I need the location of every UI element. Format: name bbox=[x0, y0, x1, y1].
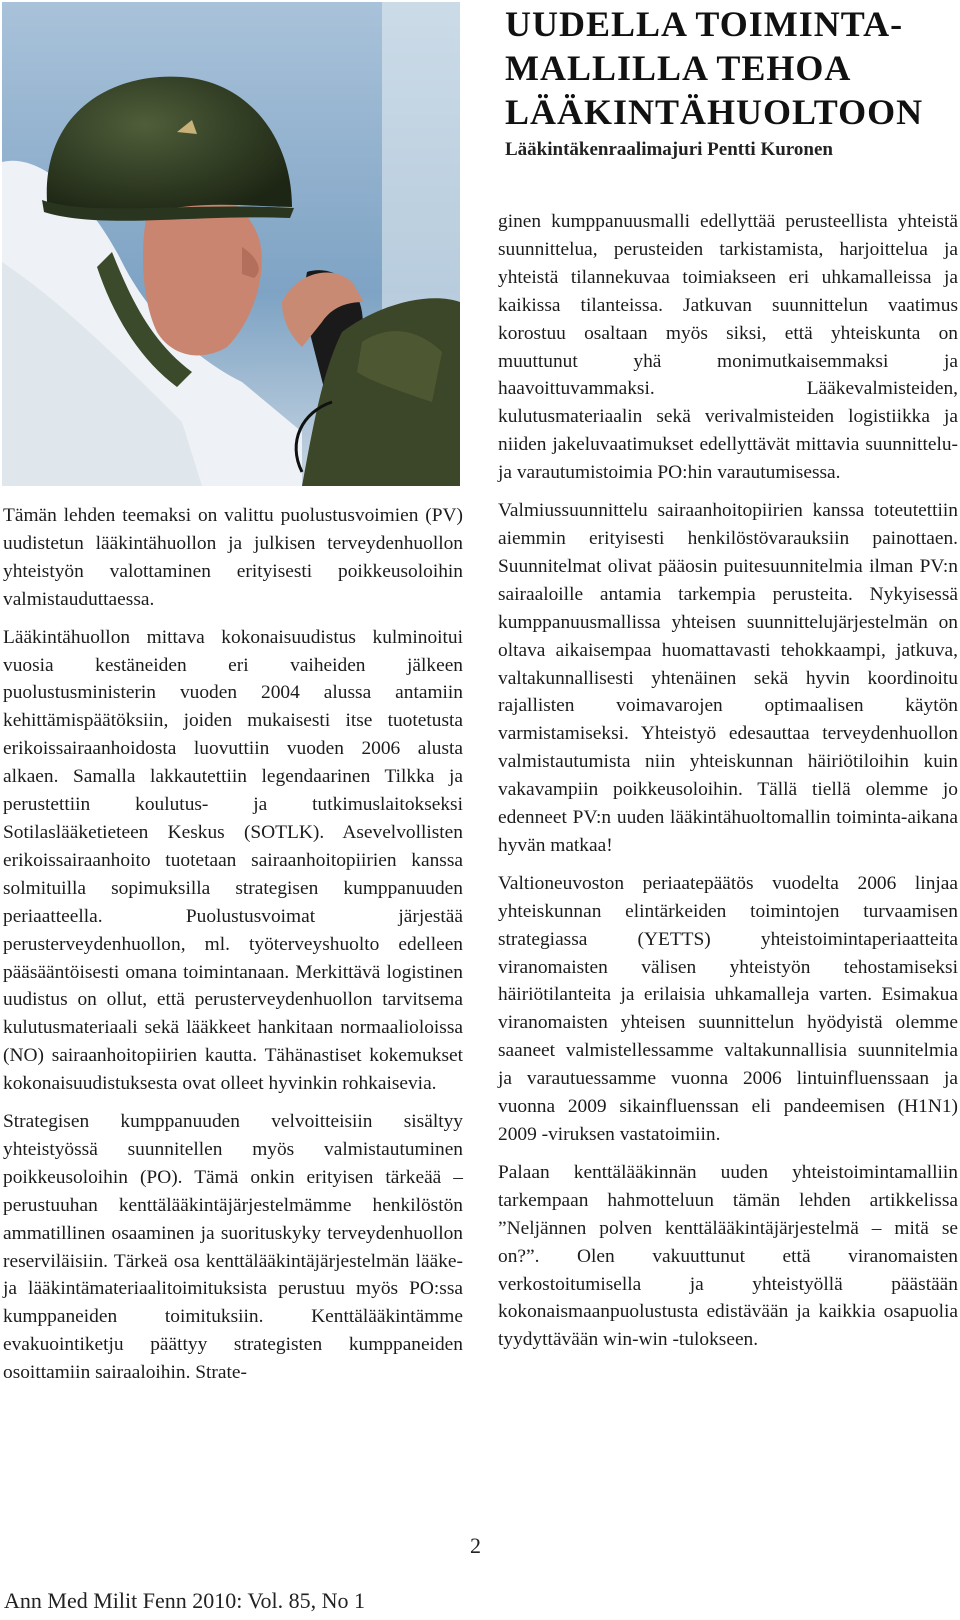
soldier-illustration bbox=[2, 2, 460, 486]
article-title-line: LÄÄKINTÄHUOLTOON bbox=[505, 92, 924, 132]
paragraph: Strategisen kumppanuuden velvoitteisiin sisältyy yhteistyössä suunnitellen myös valmistautuminen poikkeusoloihin (PO). Tämä onkin erityisen tärkeää – perustuuhan kenttälääkintäjärjestelmämme henkilöstön ammatillinen osaaminen ja suorituskyky terveydenhuollon reserviläisiin. Tärkeä osa kenttälääkintäjärjestelmän lääke- ja lääkintämateriaalitoimituksista perustuu myös PO:ssa kumppaneiden toimituksiin. Kenttälääkintämme evakuointiketju päättyy strategisten kumppaneiden osoittamiin sairaaloihin. Strate- bbox=[3, 1111, 463, 1384]
paragraph: ginen kumppanuusmalli edellyttää perusteellista yhteistä suunnittelua, perusteiden tarkistamista, harjoittelua ja yhteistä tilannekuvaa toimiakseen eri uhkamalleissa ja kaikissa tilanteissa. Jatkuvan suunnittelun vaatimus korostuu osaltaan myös siksi, että yhteiskunta on muuttunut yhä monimutkaisemmaksi ja haavoittuvammaksi. Lääkevalmisteiden, kulutusmateriaalin sekä verivalmisteiden logistiikka ja niiden jakeluvaatimukset edellyttävät mittavia suunnittelu- ja varautumistoimia PO:hin varautumisessa. bbox=[498, 211, 958, 484]
page-number: 2 bbox=[470, 1533, 481, 1558]
article-title bbox=[505, 2, 955, 134]
journal-citation-footer: Ann Med Milit Fenn 2010: Vol. 85, No 1 bbox=[4, 1588, 365, 1613]
right-text-column bbox=[498, 208, 958, 1364]
soldier-photo bbox=[2, 2, 460, 486]
article-title-line: MALLILLA TEHOA bbox=[505, 48, 852, 88]
paragraph: Lääkintähuollon mittava kokonaisuudistus kulminoitui vuosia kestäneiden eri vaiheiden jälkeen puolustusministerin vuoden 2004 alussa antamiin kehittämispäätöksiin, joiden mukaisesti itse tuotetusta erikoissairaanhoidosta luovuttiin vuoden 2006 alusta alkaen. Samalla lakkautettiin legendaarinen Tilkka ja perustettiin koulutus- ja tutkimuslaitokseksi Sotilaslääketieteen Keskus (SOTLK). Asevelvollisten erikoissairaanhoito tuotetaan sairaanhoitopiirien kanssa solmituilla sopimuksilla strategisen kumppanuuden periaatteella. Puolustusvoimat järjestää perusterveydenhuollon, ml. työterveyshuolto edelleen pääsääntöisesti omana toimintanaan. Merkittävä logistinen uudistus on ollut, että perusterveydenhuollon tarvitsema kulutusmateriaali sekä lääkkeet hankitaan normaalioloissa (NO) sairaanhoitopiirien kautta. Tähänastiset kokemukset kokonaisuudistuksesta ovat olleet hyvinkin rohkaisevia. bbox=[3, 626, 463, 1095]
article-author: Lääkintäkenraalimajuri Pentti Kuronen bbox=[505, 139, 833, 160]
paragraph: Valmiussuunnittelu sairaanhoitopiirien kanssa toteutettiin aiemmin erityisesti henkilöstövarauksiin painottaen. Suunnitelmat olivat pääosin puitesuunnitelmia ilman PV:n sairaaloille antamia tarkempia perusteita. Nykyisessä kumppanuusmallissa yhteisen suunnittelujärjestelmän on oltava aikaisempaa huomattavasti tehokkaampi, jatkuva, valtakunnallisesti yhtenäinen sekä hyvin koordinoitu rajallisten voimavarojen optimaalisen käytön varmistamiseksi. Yhteistyö edesauttaa terveydenhuollon valmistautumista niin yhteiskunnan häiriötiloihin kuin vakavampiin poikkeusoloihin. Tällä tiellä olemme jo edenneet PV:n uuden lääkintähuoltomallin toiminta-aikana hyvän matkaa! bbox=[498, 500, 958, 856]
left-text-column bbox=[3, 502, 463, 1397]
article-title-line: UUDELLA TOIMINTA- bbox=[505, 4, 904, 44]
paragraph: Valtioneuvoston periaatepäätös vuodelta 2006 linjaa yhteiskunnan elintärkeiden toimintojen turvaamisen strategiassa (YETTS) yhteistoimintaperiaatteita viranomaisten välisen yhteistyön tehostamiseksi häiriötilanteita ja erilaisia uhkamalleja varten. Esimakua viranomaisten yhteisen suunnittelun hyödyistä olemme saaneet valmistellessamme valtakunnallisia suunnitelmia ja varautuessamme vuonna 2006 lintuinfluenssaan ja vuonna 2009 sikainfluenssan eli pandeemisen (H1N1) 2009 -viruksen vastatoimiin. bbox=[498, 872, 958, 1145]
paragraph: Palaan kenttälääkinnän uuden yhteistoimintamalliin tarkempaan hahmotteluun tämän lehden artikkelissa ”Neljännen polven kenttälääkintäjärjestelmä – mitä se on?”. Olen vakuuttunut että viranomaisten verkostoitumisella ja yhteistyöllä päästään kokonaismaanpuolustusta edistävään ja kaikkia osapuolia tyydyttävään win-win -tulokseen. bbox=[498, 1161, 958, 1351]
paragraph: Tämän lehden teemaksi on valittu puolustusvoimien (PV) uudistetun lääkintähuollon ja julkisen terveydenhuollon yhteistyön valottaminen erityisesti poikkeusoloihin valmistauduttaessa. bbox=[3, 505, 463, 610]
